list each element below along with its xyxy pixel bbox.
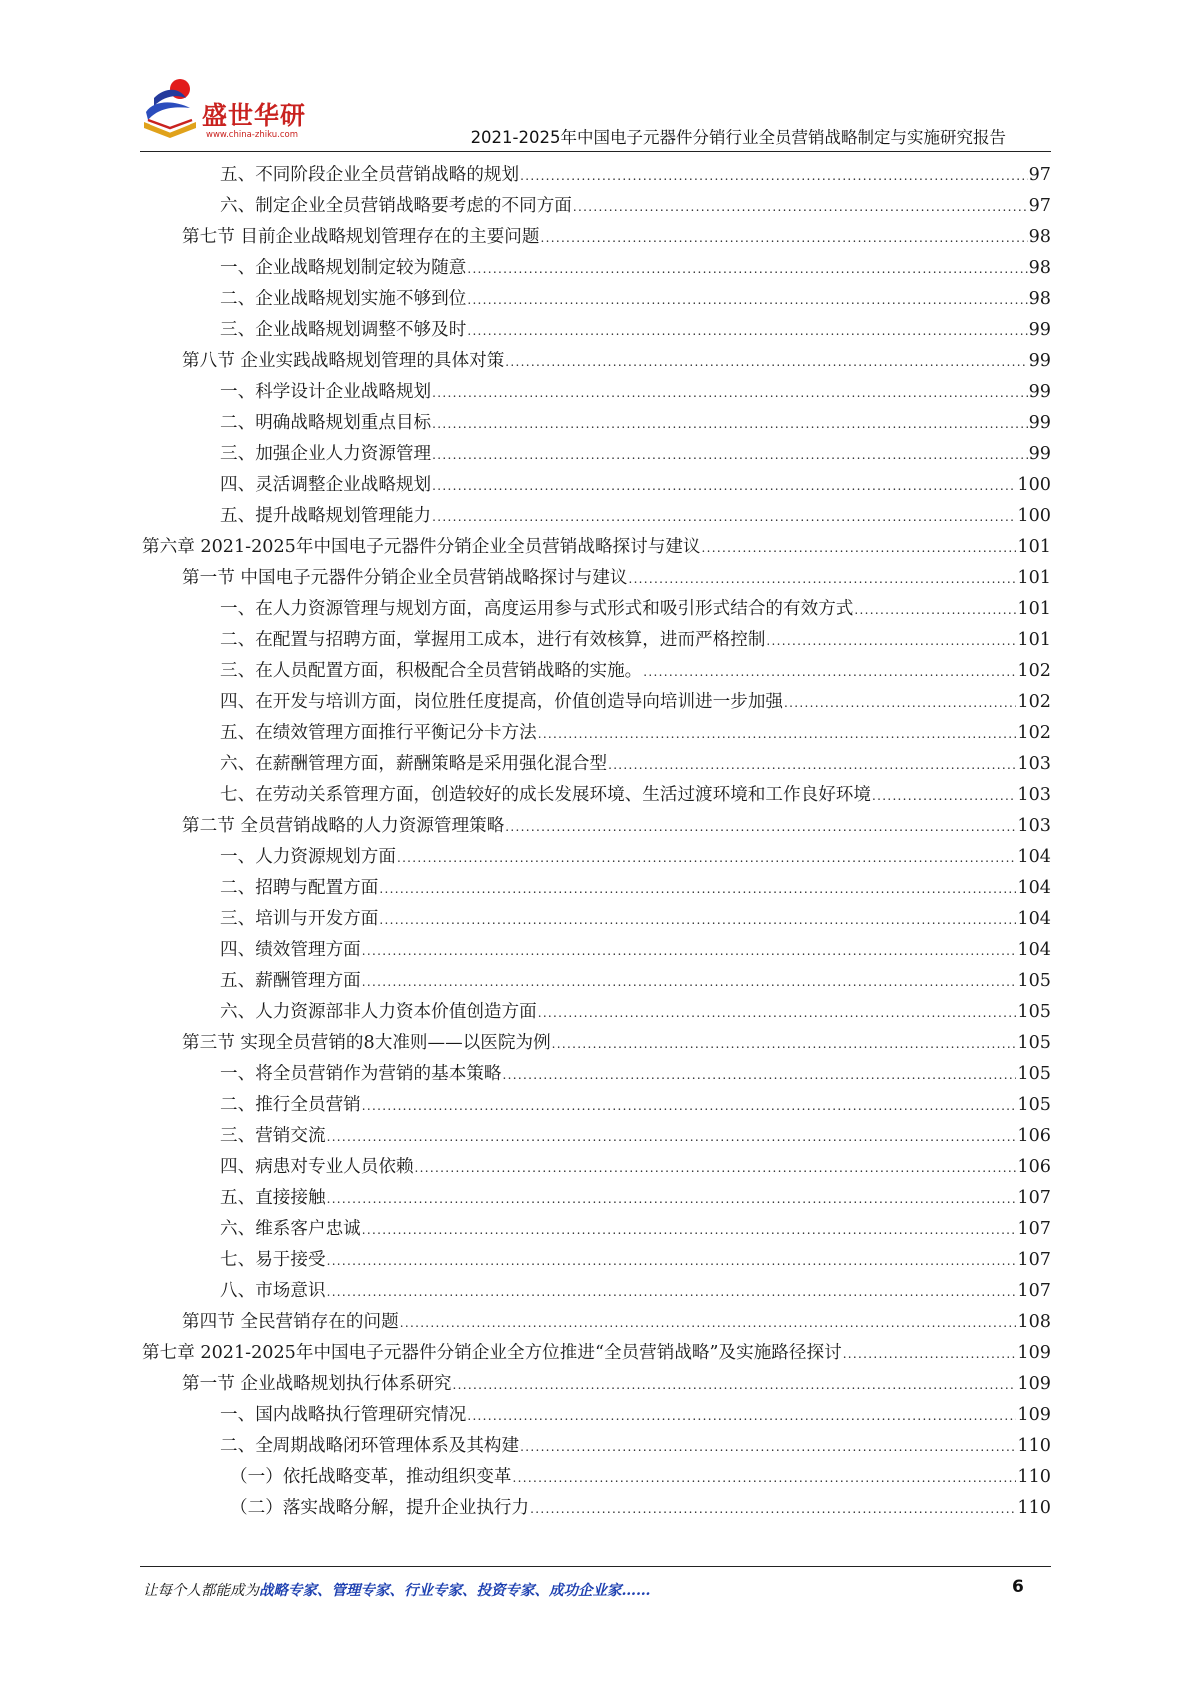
toc-entry-page: 100 bbox=[1017, 475, 1051, 495]
toc-leader-dots bbox=[415, 1153, 1017, 1184]
toc-leader-dots bbox=[552, 1029, 1017, 1060]
footer-highlight: 战略专家、管理专家、行业专家、投资专家、成功企业家…… bbox=[259, 1582, 651, 1599]
toc-entry-page: 100 bbox=[1017, 506, 1051, 526]
book-logo-icon bbox=[140, 78, 204, 140]
toc-entry-title: 六、制定企业全员营销战略要考虑的不同方面 bbox=[220, 196, 572, 216]
toc-entry-title: 四、绩效管理方面 bbox=[220, 940, 361, 960]
toc-entry-page: 101 bbox=[1017, 630, 1051, 650]
toc-entry[interactable] bbox=[220, 780, 1051, 811]
toc-entry-title: 第六章 2021-2025年中国电子元器件分销企业全员营销战略探讨与建议 bbox=[142, 537, 701, 557]
toc-entry-title: （一）依托战略变革，推动组织变革 bbox=[230, 1467, 512, 1487]
toc-entry[interactable] bbox=[230, 1462, 1051, 1493]
page-header bbox=[0, 0, 1191, 152]
toc-leader-dots bbox=[467, 254, 1027, 285]
toc-entry-title: 二、全周期战略闭环管理体系及其构建 bbox=[220, 1436, 520, 1456]
toc-entry-title: 四、病患对专业人员依赖 bbox=[220, 1157, 414, 1177]
toc-leader-dots bbox=[702, 533, 1017, 564]
toc-entry-page: 107 bbox=[1017, 1219, 1051, 1239]
toc-entry-title: 一、国内战略执行管理研究情况 bbox=[220, 1405, 467, 1425]
toc-entry-page: 97 bbox=[1028, 196, 1051, 216]
toc-entry[interactable] bbox=[182, 346, 1051, 377]
toc-entry[interactable] bbox=[182, 1369, 1051, 1400]
toc-entry-page: 104 bbox=[1017, 940, 1051, 960]
toc-entry-title: 一、在人力资源管理与规划方面，高度运用参与式形式和吸引形式结合的有效方式 bbox=[220, 599, 854, 619]
toc-entry-page: 107 bbox=[1017, 1250, 1051, 1270]
toc-entry[interactable] bbox=[230, 1493, 1051, 1524]
toc-leader-dots bbox=[362, 936, 1017, 967]
toc-entry-page: 101 bbox=[1017, 537, 1051, 557]
toc-entry-page: 110 bbox=[1017, 1467, 1051, 1487]
toc-leader-dots bbox=[432, 378, 1027, 409]
toc-entry[interactable] bbox=[220, 904, 1051, 935]
toc-entry-page: 101 bbox=[1017, 599, 1051, 619]
toc-entry-page: 107 bbox=[1017, 1281, 1051, 1301]
toc-entry[interactable] bbox=[220, 501, 1051, 532]
toc-entry-page: 97 bbox=[1028, 165, 1051, 185]
toc-leader-dots bbox=[854, 595, 1016, 626]
toc-entry[interactable] bbox=[182, 811, 1051, 842]
toc-entry[interactable] bbox=[220, 191, 1051, 222]
toc-entry[interactable] bbox=[220, 315, 1051, 346]
toc-entry[interactable] bbox=[220, 935, 1051, 966]
toc-entry-title: 五、不同阶段企业全员营销战略的规划 bbox=[220, 165, 520, 185]
toc-entry-page: 103 bbox=[1017, 816, 1051, 836]
toc-entry[interactable] bbox=[142, 1338, 1051, 1369]
toc-leader-dots bbox=[400, 1308, 1017, 1339]
toc-entry[interactable] bbox=[220, 284, 1051, 315]
toc-leader-dots bbox=[608, 750, 1016, 781]
toc-entry-page: 104 bbox=[1017, 909, 1051, 929]
toc-leader-dots bbox=[520, 1432, 1016, 1463]
toc-leader-dots bbox=[843, 1339, 1017, 1370]
toc-entry-page: 108 bbox=[1017, 1312, 1051, 1332]
toc-leader-dots bbox=[513, 1463, 1017, 1494]
header-divider bbox=[140, 151, 1051, 152]
toc-entry[interactable] bbox=[220, 1214, 1051, 1245]
brand-name: 盛世华研 bbox=[202, 101, 307, 130]
toc-leader-dots bbox=[538, 719, 1017, 750]
toc-entry[interactable] bbox=[220, 1400, 1051, 1431]
toc-entry[interactable] bbox=[142, 532, 1051, 563]
toc-entry-title: 第七章 2021-2025年中国电子元器件分销企业全方位推进“全员营销战略”及实施路径探讨 bbox=[142, 1343, 842, 1363]
toc-entry-page: 106 bbox=[1017, 1157, 1051, 1177]
footer-slogan bbox=[143, 1579, 651, 1600]
toc-entry-page: 103 bbox=[1017, 754, 1051, 774]
toc-leader-dots bbox=[467, 316, 1027, 347]
toc-entry-title: 二、在配置与招聘方面，掌握用工成本，进行有效核算，进而严格控制 bbox=[220, 630, 766, 650]
toc-leader-dots bbox=[467, 285, 1027, 316]
toc-entry-page: 109 bbox=[1017, 1405, 1051, 1425]
toc-entry-title: 三、在人员配置方面，积极配合全员营销战略的实施。 bbox=[220, 661, 643, 681]
toc-entry-title: 二、明确战略规划重点目标 bbox=[220, 413, 432, 433]
toc-entry-title: 四、灵活调整企业战略规划 bbox=[220, 475, 432, 495]
toc-leader-dots bbox=[872, 781, 1016, 812]
toc-leader-dots bbox=[432, 440, 1027, 471]
toc-leader-dots bbox=[327, 1122, 1017, 1153]
toc-entry-title: 第七节 目前企业战略规划管理存在的主要问题 bbox=[182, 227, 540, 247]
toc-entry-title: 二、招聘与配置方面 bbox=[220, 878, 379, 898]
footer-divider bbox=[140, 1566, 1051, 1567]
toc-leader-dots bbox=[327, 1246, 1017, 1277]
toc-leader-dots bbox=[432, 471, 1016, 502]
toc-entry-title: 六、在薪酬管理方面，薪酬策略是采用强化混合型 bbox=[220, 754, 608, 774]
toc-leader-dots bbox=[379, 874, 1016, 905]
toc-leader-dots bbox=[643, 657, 1016, 688]
toc-entry[interactable] bbox=[182, 1028, 1051, 1059]
toc-leader-dots bbox=[432, 409, 1027, 440]
toc-entry-page: 105 bbox=[1017, 971, 1051, 991]
toc-entry-page: 98 bbox=[1028, 227, 1051, 247]
toc-entry[interactable] bbox=[220, 470, 1051, 501]
toc-entry[interactable] bbox=[220, 997, 1051, 1028]
toc-leader-dots bbox=[467, 1401, 1016, 1432]
toc-entry-page: 98 bbox=[1028, 258, 1051, 278]
toc-leader-dots bbox=[503, 1060, 1017, 1091]
toc-leader-dots bbox=[397, 843, 1016, 874]
toc-leader-dots bbox=[505, 812, 1016, 843]
toc-entry-page: 105 bbox=[1017, 1033, 1051, 1053]
toc-entry-page: 110 bbox=[1017, 1436, 1051, 1456]
toc-entry-title: 二、推行全员营销 bbox=[220, 1095, 361, 1115]
toc-entry[interactable] bbox=[220, 1276, 1051, 1307]
toc-entry-title: 第一节 企业战略规划执行体系研究 bbox=[182, 1374, 452, 1394]
toc-entry[interactable] bbox=[220, 1152, 1051, 1183]
toc-entry[interactable] bbox=[220, 873, 1051, 904]
page-number: 6 bbox=[1012, 1577, 1024, 1597]
toc-entry-page: 104 bbox=[1017, 847, 1051, 867]
toc-entry[interactable] bbox=[220, 1183, 1051, 1214]
toc-leader-dots bbox=[327, 1277, 1017, 1308]
toc-entry-title: 六、人力资源部非人力资本价值创造方面 bbox=[220, 1002, 537, 1022]
toc-entry-title: 一、将全员营销作为营销的基本策略 bbox=[220, 1064, 502, 1084]
toc-entry-title: 三、企业战略规划调整不够及时 bbox=[220, 320, 467, 340]
toc-entry[interactable] bbox=[182, 563, 1051, 594]
toc-leader-dots bbox=[362, 1091, 1017, 1122]
toc-entry[interactable] bbox=[220, 439, 1051, 470]
toc-entry-page: 98 bbox=[1028, 289, 1051, 309]
toc-entry[interactable] bbox=[182, 222, 1051, 253]
toc-entry-title: 五、薪酬管理方面 bbox=[220, 971, 361, 991]
toc-entry-page: 99 bbox=[1028, 351, 1051, 371]
toc-entry[interactable] bbox=[220, 656, 1051, 687]
toc-leader-dots bbox=[538, 998, 1017, 1029]
toc-leader-dots bbox=[362, 967, 1017, 998]
toc-leader-dots bbox=[520, 161, 1028, 192]
toc-entry[interactable] bbox=[220, 749, 1051, 780]
toc-entry-title: 五、提升战略规划管理能力 bbox=[220, 506, 432, 526]
toc-entry[interactable] bbox=[220, 1121, 1051, 1152]
toc-entry-page: 109 bbox=[1017, 1374, 1051, 1394]
toc-entry-title: 第一节 中国电子元器件分销企业全员营销战略探讨与建议 bbox=[182, 568, 628, 588]
toc-entry-title: 一、企业战略规划制定较为随意 bbox=[220, 258, 467, 278]
toc-entry-title: 第八节 企业实践战略规划管理的具体对策 bbox=[182, 351, 505, 371]
toc-entry[interactable] bbox=[220, 1245, 1051, 1276]
toc-entry-title: 第二节 全员营销战略的人力资源管理策略 bbox=[182, 816, 505, 836]
toc-entry-title: 五、直接接触 bbox=[220, 1188, 326, 1208]
toc-entry-page: 99 bbox=[1028, 382, 1051, 402]
toc-entry-title: （二）落实战略分解，提升企业执行力 bbox=[230, 1498, 530, 1518]
toc-entry-title: 七、在劳动关系管理方面，创造较好的成长发展环境、生活过渡环境和工作良好环境 bbox=[220, 785, 871, 805]
toc-leader-dots bbox=[573, 192, 1028, 223]
toc-entry-title: 六、维系客户忠诚 bbox=[220, 1219, 361, 1239]
toc-entry-title: 二、企业战略规划实施不够到位 bbox=[220, 289, 467, 309]
toc-entry-page: 103 bbox=[1017, 785, 1051, 805]
toc-leader-dots bbox=[432, 502, 1016, 533]
toc-leader-dots bbox=[530, 1494, 1016, 1525]
toc-entry[interactable] bbox=[182, 1307, 1051, 1338]
toc-leader-dots bbox=[453, 1370, 1017, 1401]
report-title: 2021-2025年中国电子元器件分销行业全员营销战略制定与实施研究报告 bbox=[470, 128, 1006, 147]
toc-entry-page: 105 bbox=[1017, 1095, 1051, 1115]
toc-entry-page: 99 bbox=[1028, 444, 1051, 464]
toc-entry-page: 99 bbox=[1028, 320, 1051, 340]
toc-entry-title: 三、加强企业人力资源管理 bbox=[220, 444, 432, 464]
company-logo bbox=[140, 78, 320, 150]
toc-entry-page: 110 bbox=[1017, 1498, 1051, 1518]
toc-entry[interactable] bbox=[220, 253, 1051, 284]
toc-entry-page: 99 bbox=[1028, 413, 1051, 433]
toc-entry-title: 第三节 实现全员营销的8大准则——以医院为例 bbox=[182, 1033, 551, 1053]
toc-entry-page: 102 bbox=[1017, 692, 1051, 712]
toc-entry-page: 105 bbox=[1017, 1064, 1051, 1084]
toc-entry-page: 105 bbox=[1017, 1002, 1051, 1022]
toc-entry[interactable] bbox=[220, 687, 1051, 718]
toc-entry[interactable] bbox=[220, 1090, 1051, 1121]
toc-leader-dots bbox=[628, 564, 1016, 595]
toc-leader-dots bbox=[327, 1184, 1017, 1215]
toc-leader-dots bbox=[379, 905, 1016, 936]
toc-entry-page: 107 bbox=[1017, 1188, 1051, 1208]
toc-entry-page: 104 bbox=[1017, 878, 1051, 898]
toc-leader-dots bbox=[784, 688, 1016, 719]
toc-entry[interactable] bbox=[220, 966, 1051, 997]
toc-entry-page: 109 bbox=[1017, 1343, 1051, 1363]
toc-leader-dots bbox=[540, 223, 1027, 254]
toc-entry-title: 一、科学设计企业战略规划 bbox=[220, 382, 432, 402]
toc-entry-page: 102 bbox=[1017, 661, 1051, 681]
toc-entry-page: 101 bbox=[1017, 568, 1051, 588]
toc-entry-title: 八、市场意识 bbox=[220, 1281, 326, 1301]
toc-entry[interactable] bbox=[220, 842, 1051, 873]
toc-entry[interactable] bbox=[220, 408, 1051, 439]
toc-entry-page: 106 bbox=[1017, 1126, 1051, 1146]
toc-leader-dots bbox=[766, 626, 1016, 657]
toc-entry[interactable] bbox=[220, 1431, 1051, 1462]
toc-entry-title: 四、在开发与培训方面，岗位胜任度提高，价值创造导向培训进一步加强 bbox=[220, 692, 784, 712]
toc-entry[interactable] bbox=[220, 594, 1051, 625]
toc-entry[interactable] bbox=[220, 160, 1051, 191]
toc-entry-title: 第四节 全民营销存在的问题 bbox=[182, 1312, 399, 1332]
toc-entry[interactable] bbox=[220, 625, 1051, 656]
toc-entry[interactable] bbox=[220, 377, 1051, 408]
toc-entry[interactable] bbox=[220, 1059, 1051, 1090]
toc-leader-dots bbox=[362, 1215, 1017, 1246]
brand-url: www.china-zhiku.com bbox=[206, 130, 298, 140]
toc-entry-title: 一、人力资源规划方面 bbox=[220, 847, 396, 867]
toc-leader-dots bbox=[505, 347, 1027, 378]
toc-entry-title: 七、易于接受 bbox=[220, 1250, 326, 1270]
toc-entry-page: 102 bbox=[1017, 723, 1051, 743]
toc-entry-title: 三、营销交流 bbox=[220, 1126, 326, 1146]
toc-entry-title: 五、在绩效管理方面推行平衡记分卡方法 bbox=[220, 723, 537, 743]
footer-prefix: 让每个人都能成为 bbox=[143, 1583, 259, 1599]
toc-entry-title: 三、培训与开发方面 bbox=[220, 909, 379, 929]
toc-entry[interactable] bbox=[220, 718, 1051, 749]
